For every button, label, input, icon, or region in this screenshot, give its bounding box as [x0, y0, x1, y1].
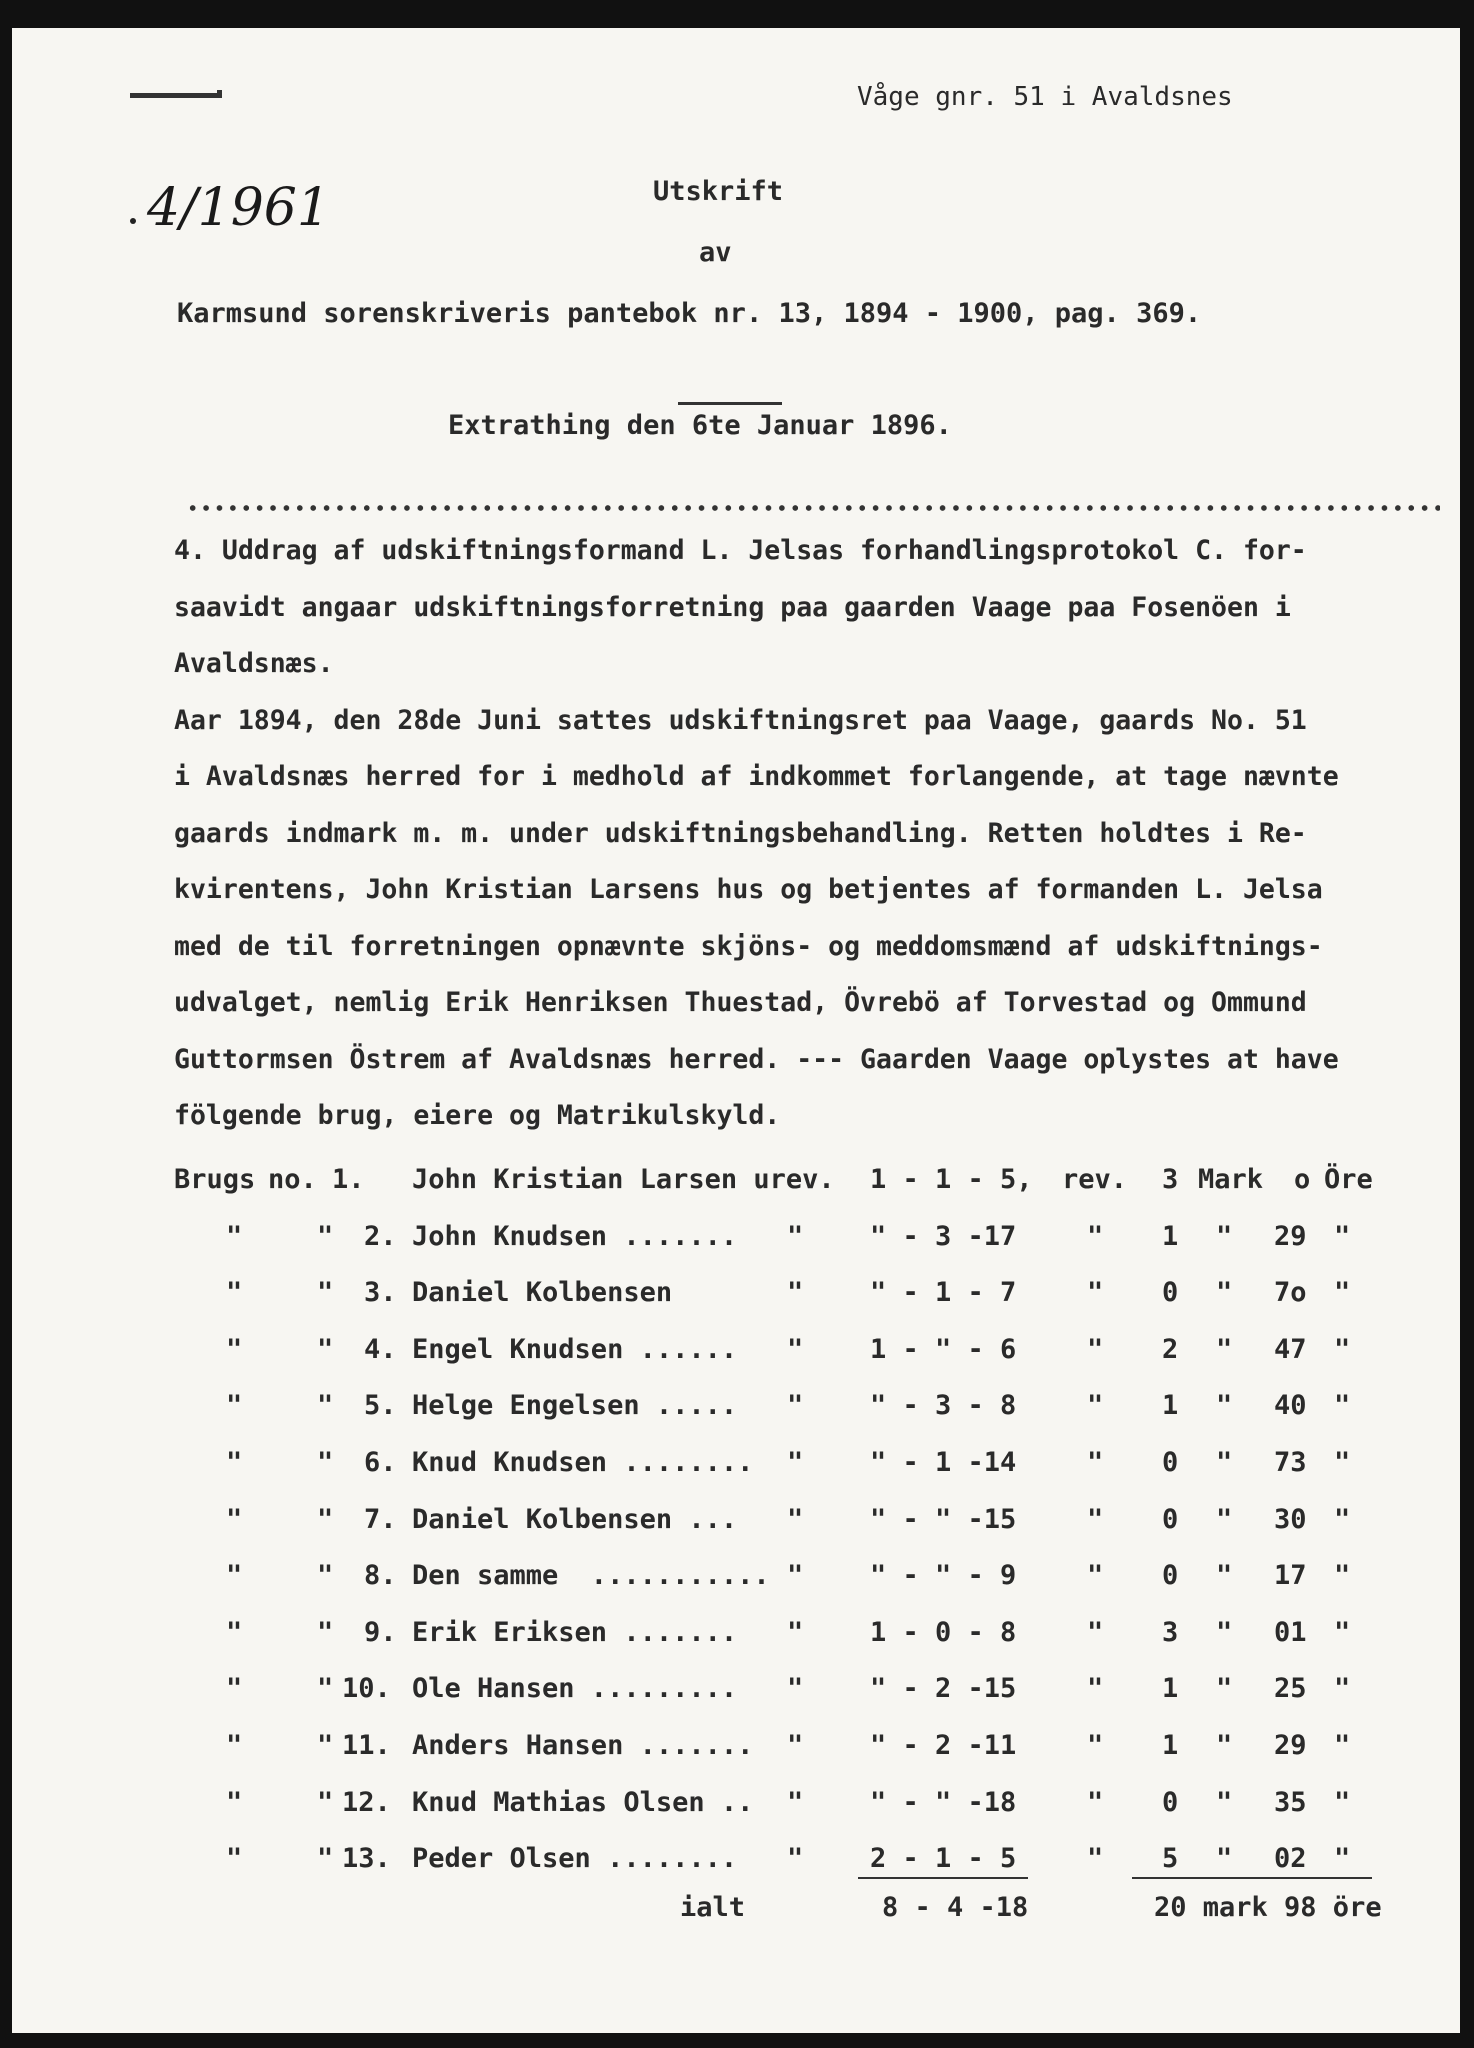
row-ditto: "	[317, 1390, 334, 1422]
row-ore-label: "	[1334, 1333, 1351, 1365]
row-rev: "	[1087, 1730, 1104, 1761]
row-lead: "	[226, 1503, 243, 1535]
row-mark: 1	[1162, 1673, 1179, 1705]
row-urev: "	[787, 1673, 804, 1705]
row-mark-label: "	[1216, 1277, 1233, 1309]
table-row	[12, 1221, 1460, 1253]
table-row	[12, 1560, 1460, 1592]
paragraph-line: gaards indmark m. m. under udskiftningsbehandling. Retten holdtes i Re-	[174, 817, 1307, 849]
row-mark: 0	[1162, 1277, 1179, 1309]
row-ore-label: "	[1334, 1220, 1351, 1252]
paragraph-line: udvalget, nemlig Erik Henriksen Thuestad, Övrebö af Torvestad og Ommund	[174, 987, 1307, 1018]
row-number: 13.	[342, 1843, 391, 1875]
sum-underline	[1132, 1877, 1372, 1879]
row-lead: "	[226, 1786, 243, 1818]
row-urev: "	[787, 1333, 804, 1365]
table-row	[12, 1390, 1460, 1422]
row-mark: 0	[1162, 1503, 1179, 1535]
row-urev: "	[787, 1843, 804, 1875]
row-mark: 0	[1162, 1447, 1179, 1478]
row-urev: "	[787, 1616, 804, 1648]
row-ore: o	[1294, 1164, 1311, 1195]
row-rev: "	[1087, 1843, 1104, 1875]
row-mark-label: "	[1216, 1503, 1233, 1535]
row-mark: 0	[1162, 1786, 1179, 1818]
row-number: 7.	[364, 1503, 397, 1535]
row-number: 2.	[364, 1220, 397, 1252]
row-rev: rev.	[1062, 1164, 1128, 1195]
row-lead: "	[226, 1277, 243, 1309]
row-number: 10.	[342, 1673, 391, 1705]
row-urev: "	[787, 1730, 804, 1761]
row-urev: "	[787, 1786, 804, 1818]
row-mark-label: "	[1216, 1560, 1233, 1592]
row-lead: "	[226, 1673, 243, 1705]
row-ore-label: "	[1334, 1447, 1351, 1478]
row-mark-label: "	[1216, 1220, 1233, 1252]
row-mark: 1	[1162, 1220, 1179, 1252]
table-row	[12, 1673, 1460, 1705]
dotted-separator	[186, 502, 1440, 514]
table-row	[12, 1787, 1460, 1819]
paragraph-line: saavidt angaar udskiftningsforretning paa gaarden Vaage paa Fosenöen i	[174, 591, 1291, 623]
row-name: Den samme ...........	[412, 1560, 770, 1592]
row-ditto: "	[317, 1616, 334, 1648]
row-ore: 29	[1274, 1730, 1307, 1761]
row-skyld: 1 - 1 - 5,	[870, 1164, 1033, 1195]
paragraph-line: Guttormsen Östrem af Avaldsnæs herred. --- Gaarden Vaage oplystes at have	[174, 1043, 1339, 1075]
header-reference: Våge gnr. 51 i Avaldsnes	[857, 82, 1233, 112]
row-number: 6.	[364, 1447, 397, 1478]
table-row	[12, 1277, 1460, 1309]
row-mark-label: "	[1216, 1333, 1233, 1365]
row-number: 4.	[364, 1333, 397, 1365]
paragraph-line: Avaldsnæs.	[174, 648, 334, 679]
row-ore-label: "	[1334, 1277, 1351, 1309]
row-urev: "	[787, 1220, 804, 1252]
row-urev: "	[787, 1503, 804, 1535]
row-skyld: 1 - 0 - 8	[870, 1616, 1017, 1648]
row-skyld: 2 - 1 - 5	[870, 1843, 1017, 1875]
row-ditto: "	[317, 1277, 334, 1309]
row-mark-label: "	[1216, 1786, 1233, 1818]
row-ditto: "	[317, 1843, 334, 1875]
row-ditto: "	[317, 1673, 334, 1705]
row-lead: Brugs	[174, 1164, 256, 1195]
row-mark: 5	[1162, 1843, 1179, 1875]
pen-mark	[217, 90, 222, 98]
table-row	[12, 1334, 1460, 1366]
row-mark-label: "	[1216, 1843, 1233, 1875]
row-urev: "	[787, 1277, 804, 1309]
row-mark: 2	[1162, 1333, 1179, 1365]
total-skyld: 8 - 4 -18	[882, 1892, 1029, 1923]
paragraph-line: i Avaldsnæs herred for i medhold af indkommet forlangende, at tage nævnte	[174, 761, 1339, 792]
paragraph-line: fölgende brug, eiere og Matrikulskyld.	[174, 1100, 781, 1131]
row-name: Helge Engelsen .....	[412, 1390, 738, 1422]
row-ore: 73	[1274, 1447, 1307, 1478]
row-ore: 25	[1274, 1673, 1307, 1705]
row-ore-label: "	[1334, 1560, 1351, 1592]
row-name: John Knudsen .......	[412, 1220, 738, 1252]
row-rev: "	[1087, 1560, 1104, 1592]
row-name: Daniel Kolbensen ...	[412, 1503, 738, 1535]
row-ore: 47	[1274, 1333, 1307, 1365]
table-row	[12, 1843, 1460, 1875]
row-lead: "	[226, 1447, 243, 1478]
row-name: Erik Eriksen .......	[412, 1616, 738, 1648]
row-lead: "	[226, 1560, 243, 1592]
row-name: Engel Knudsen ......	[412, 1333, 738, 1365]
row-ore: 7o	[1274, 1277, 1307, 1309]
document-page	[12, 28, 1460, 2033]
row-rev: "	[1087, 1220, 1104, 1252]
row-skyld: " - 1 -14	[870, 1447, 1017, 1478]
row-number: 1.	[332, 1164, 365, 1195]
row-name: Knud Knudsen ........	[412, 1447, 754, 1478]
row-skyld: " - 3 - 8	[870, 1390, 1017, 1422]
row-number: 3.	[364, 1277, 397, 1309]
table-row	[12, 1164, 1460, 1196]
row-number: 5.	[364, 1390, 397, 1422]
row-ore: 02	[1274, 1843, 1307, 1875]
page-title-av: av	[699, 237, 732, 268]
row-number: 8.	[364, 1560, 397, 1592]
row-rev: "	[1087, 1503, 1104, 1535]
total-label: ialt	[680, 1892, 746, 1923]
row-mark: 3	[1162, 1616, 1179, 1648]
row-rev: "	[1087, 1333, 1104, 1365]
row-ditto: "	[317, 1786, 334, 1818]
sum-underline	[858, 1877, 1028, 1879]
row-ditto: "	[317, 1730, 334, 1761]
source-line: Karmsund sorenskriveris pantebok nr. 13, 1894 - 1900, pag. 369.	[177, 298, 1202, 329]
row-ditto: "	[317, 1220, 334, 1252]
total-row	[12, 1892, 1460, 1924]
row-ore-label: "	[1334, 1673, 1351, 1705]
row-rev: "	[1087, 1447, 1104, 1478]
row-name: Knud Mathias Olsen ..	[412, 1786, 754, 1818]
row-urev: "	[787, 1390, 804, 1422]
row-ore-label: Öre	[1324, 1164, 1373, 1195]
row-skyld: " - 2 -11	[870, 1730, 1017, 1761]
row-name: Anders Hansen .......	[412, 1730, 754, 1761]
row-ore: 35	[1274, 1786, 1307, 1818]
row-ore: 17	[1274, 1560, 1307, 1592]
row-rev: "	[1087, 1786, 1104, 1818]
row-lead: "	[226, 1333, 243, 1365]
row-ditto: "	[317, 1503, 334, 1535]
row-ore-label: "	[1334, 1503, 1351, 1535]
row-ore-label: "	[1334, 1390, 1351, 1422]
row-number: 12.	[342, 1786, 391, 1818]
row-lead: "	[226, 1220, 243, 1252]
row-mark: 3	[1162, 1164, 1179, 1195]
row-rev: "	[1087, 1616, 1104, 1648]
row-ditto: "	[317, 1333, 334, 1365]
row-name: Peder Olsen ........	[412, 1843, 738, 1875]
row-skyld: " - 1 - 7	[870, 1277, 1017, 1309]
row-lead: "	[226, 1616, 243, 1648]
handwritten-number: 4/1961	[147, 178, 330, 238]
row-skyld: 1 - " - 6	[870, 1333, 1017, 1365]
row-mark: 0	[1162, 1560, 1179, 1592]
row-ore-label: "	[1334, 1786, 1351, 1818]
table-row	[12, 1447, 1460, 1479]
row-mark-label: "	[1216, 1730, 1233, 1761]
row-lead: "	[226, 1390, 243, 1422]
row-ore: 30	[1274, 1503, 1307, 1535]
row-urev: "	[787, 1447, 804, 1478]
row-ditto: "	[317, 1560, 334, 1592]
row-rev: "	[1087, 1390, 1104, 1422]
paragraph-line: 4. Uddrag af udskiftningsformand L. Jelsas forhandlingsprotokol C. for-	[174, 535, 1307, 566]
row-ore-label: "	[1334, 1730, 1351, 1761]
row-name: Daniel Kolbensen	[412, 1277, 673, 1309]
row-mark-label: "	[1216, 1447, 1233, 1478]
row-skyld: " - " - 9	[870, 1560, 1017, 1592]
row-lead: "	[226, 1843, 243, 1875]
table-row	[12, 1730, 1460, 1762]
row-ore-label: "	[1334, 1843, 1351, 1875]
row-ore: 40	[1274, 1390, 1307, 1422]
paragraph-line: med de til forretningen opnævnte skjöns- og meddomsmænd af udskiftnings-	[174, 930, 1323, 962]
page-title: Utskrift	[653, 176, 784, 207]
row-mark-label: "	[1216, 1616, 1233, 1648]
table-row	[12, 1504, 1460, 1536]
table-row	[12, 1617, 1460, 1649]
row-skyld: " - 3 -17	[870, 1220, 1017, 1252]
row-mark-label: Mark	[1198, 1164, 1264, 1195]
meeting-line: Extrathing den 6te Januar 1896.	[448, 410, 952, 441]
row-skyld: " - " -18	[870, 1786, 1017, 1818]
row-lead: "	[226, 1730, 243, 1761]
row-urev: "	[787, 1560, 804, 1592]
separator-rule	[678, 402, 782, 405]
row-mark-label: "	[1216, 1390, 1233, 1422]
row-name: Ole Hansen .........	[412, 1673, 738, 1705]
row-rev: "	[1087, 1277, 1104, 1309]
row-number: 11.	[342, 1730, 391, 1761]
row-ditto: "	[317, 1447, 334, 1478]
paragraph-line: Aar 1894, den 28de Juni sattes udskiftningsret paa Vaage, gaards No. 51	[174, 704, 1307, 736]
row-mark: 1	[1162, 1390, 1179, 1422]
row-mark-label: "	[1216, 1673, 1233, 1705]
row-ore: 01	[1274, 1616, 1307, 1648]
row-rev: "	[1087, 1673, 1104, 1705]
row-ore-label: "	[1334, 1616, 1351, 1648]
row-ore: 29	[1274, 1220, 1307, 1252]
row-name: John Kristian Larsen urev.	[412, 1164, 835, 1195]
row-skyld: " - " -15	[870, 1503, 1017, 1535]
row-mark: 1	[1162, 1730, 1179, 1761]
pen-dot	[130, 218, 136, 224]
row-number: 9.	[364, 1616, 397, 1648]
paragraph-line: kvirentens, John Kristian Larsens hus og betjentes af formanden L. Jelsa	[174, 874, 1323, 905]
pen-mark	[130, 93, 220, 98]
total-sum: 20 mark 98 öre	[1154, 1892, 1382, 1923]
row-ditto: no.	[268, 1164, 317, 1195]
row-skyld: " - 2 -15	[870, 1673, 1017, 1705]
